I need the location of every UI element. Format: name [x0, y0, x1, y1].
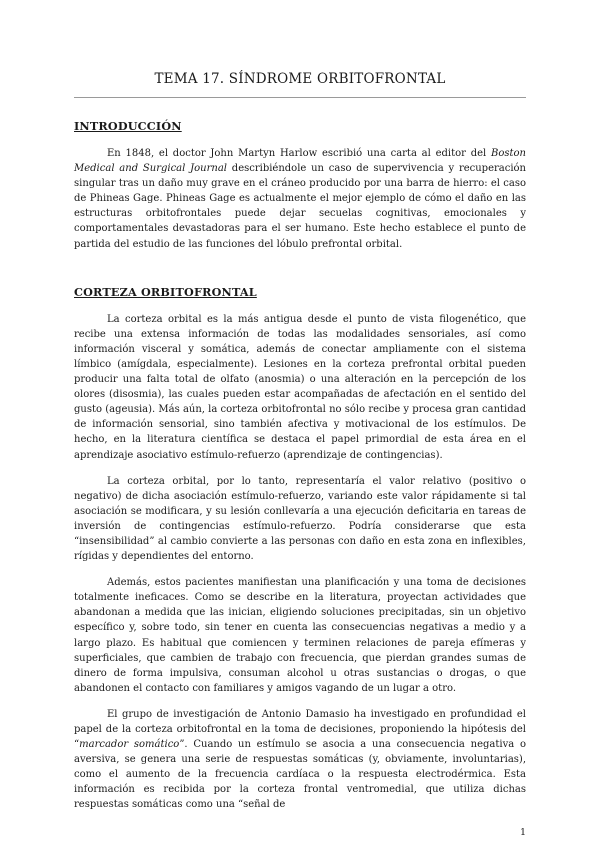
p4-text-a: El grupo de investigación de Antonio Damasio ha investigado en profundidad el papel de la corteza orbitofrontal en la toma de decisiones, proponiendo la hipótesis del “ — [74, 708, 526, 751]
corteza-paragraph-3: Además, estos pacientes manifiestan una planificación y una toma de decisiones totalmente ineficaces. Como se describe en la literatura, proyectan actividades que abandonan a medida que las inician, eligiendo soluciones precipitadas, sin un objetivo específico y, sobre todo, sin tener en cuenta las consecuencias negativas a medio y a largo plazo. Es habitual que comiencen y terminen relaciones de pareja efímeras y superficiales, que cambien de trabajo con frecuencia, que pierdan grandes sumas de dinero de forma impulsiva, consuman alcohol u otras sustancias o drogas, o que abandonen el contacto con familiares y amigos vagando de un lugar a otro. — [74, 577, 526, 694]
journal-name: Boston Medical and Surgical Journal — [74, 148, 526, 175]
title-divider — [74, 97, 526, 98]
corteza-paragraph-4 — [74, 707, 526, 813]
marcador-somatico-term: marcador somático — [79, 739, 180, 751]
p4-text-b: ”. Cuando un estímulo se asocia a una consecuencia negativa o aversiva, se genera una serie de respuestas somáticas (y, obviamente, involuntarias), como el aumento de la frecuencia cardíaca o la respuesta electrodérmica. Esta información es recibida por la corteza frontal ventromedial, que utiliza dichas respuestas somáticas como una “señal de — [74, 739, 526, 811]
intro-text-a: En 1848, el doctor John Martyn Harlow escribió una carta al editor del — [107, 148, 492, 159]
intro-paragraph — [74, 146, 526, 252]
page-number: 1 — [519, 827, 526, 838]
intro-text-b: describiéndole un caso de supervivencia y recuperación singular tras un daño muy grave en el cráneo producido por una barra de hierro: el caso de Phineas Gage. Phineas Gage es actualmente el mejor ejemplo de cómo el daño en las estructuras orbitofrontales puede dejar secuelas cognitivas, emocionales y comportamentales devastadoras para el ser humano. Este hecho establece el punto de partida del estudio de las funciones del lóbulo prefrontal orbital. — [74, 163, 526, 250]
corteza-paragraph-1: La corteza orbital es la más antigua desde el punto de vista filogenético, que recibe una extensa información de todas las modalidades sensoriales, así como información visceral y somática, además de conectar ampliamente con el sistema límbico (amígdala, especialmente). Lesiones en la corteza prefrontal orbital pueden producir una falta total de olfato (anosmia) o una alteración en la percepción de los olores (disosmia), las cuales pueden estar acompañadas de afectación en el sentido del gusto (ageusia). Más aún, la corteza orbitofrontal no sólo recibe y procesa gran cantidad de información sensorial, sino también afectiva y motivacional de los estímulos. De hecho, en la literatura científica se destaca el papel primordial de esta área en el aprendizaje asociativo estímulo-refuerzo (aprendizaje de contingencias). — [74, 313, 526, 461]
section-heading-introduccion: INTRODUCCIÓN — [74, 119, 182, 133]
section-heading-corteza: CORTEZA ORBITOFRONTAL — [74, 284, 257, 299]
document-title: TEMA 17. SÍNDROME ORBITOFRONTAL — [154, 71, 446, 87]
document-body — [74, 119, 526, 824]
corteza-paragraph-2: La corteza orbital, por lo tanto, representaría el valor relativo (positivo o negativo) de dicha asociación estímulo-refuerzo, variando este valor rápidamente si tal asociación se modificara, y su lesión conllevaría a una ejecución deficitaria en tareas de inversión de contingencias estímulo-refuerzo. Podría considerarse que esta “insensibilidad” al cambio convierte a las personas con daño en esta zona en inflexibles, rígidas y dependientes del entorno. — [74, 475, 526, 563]
